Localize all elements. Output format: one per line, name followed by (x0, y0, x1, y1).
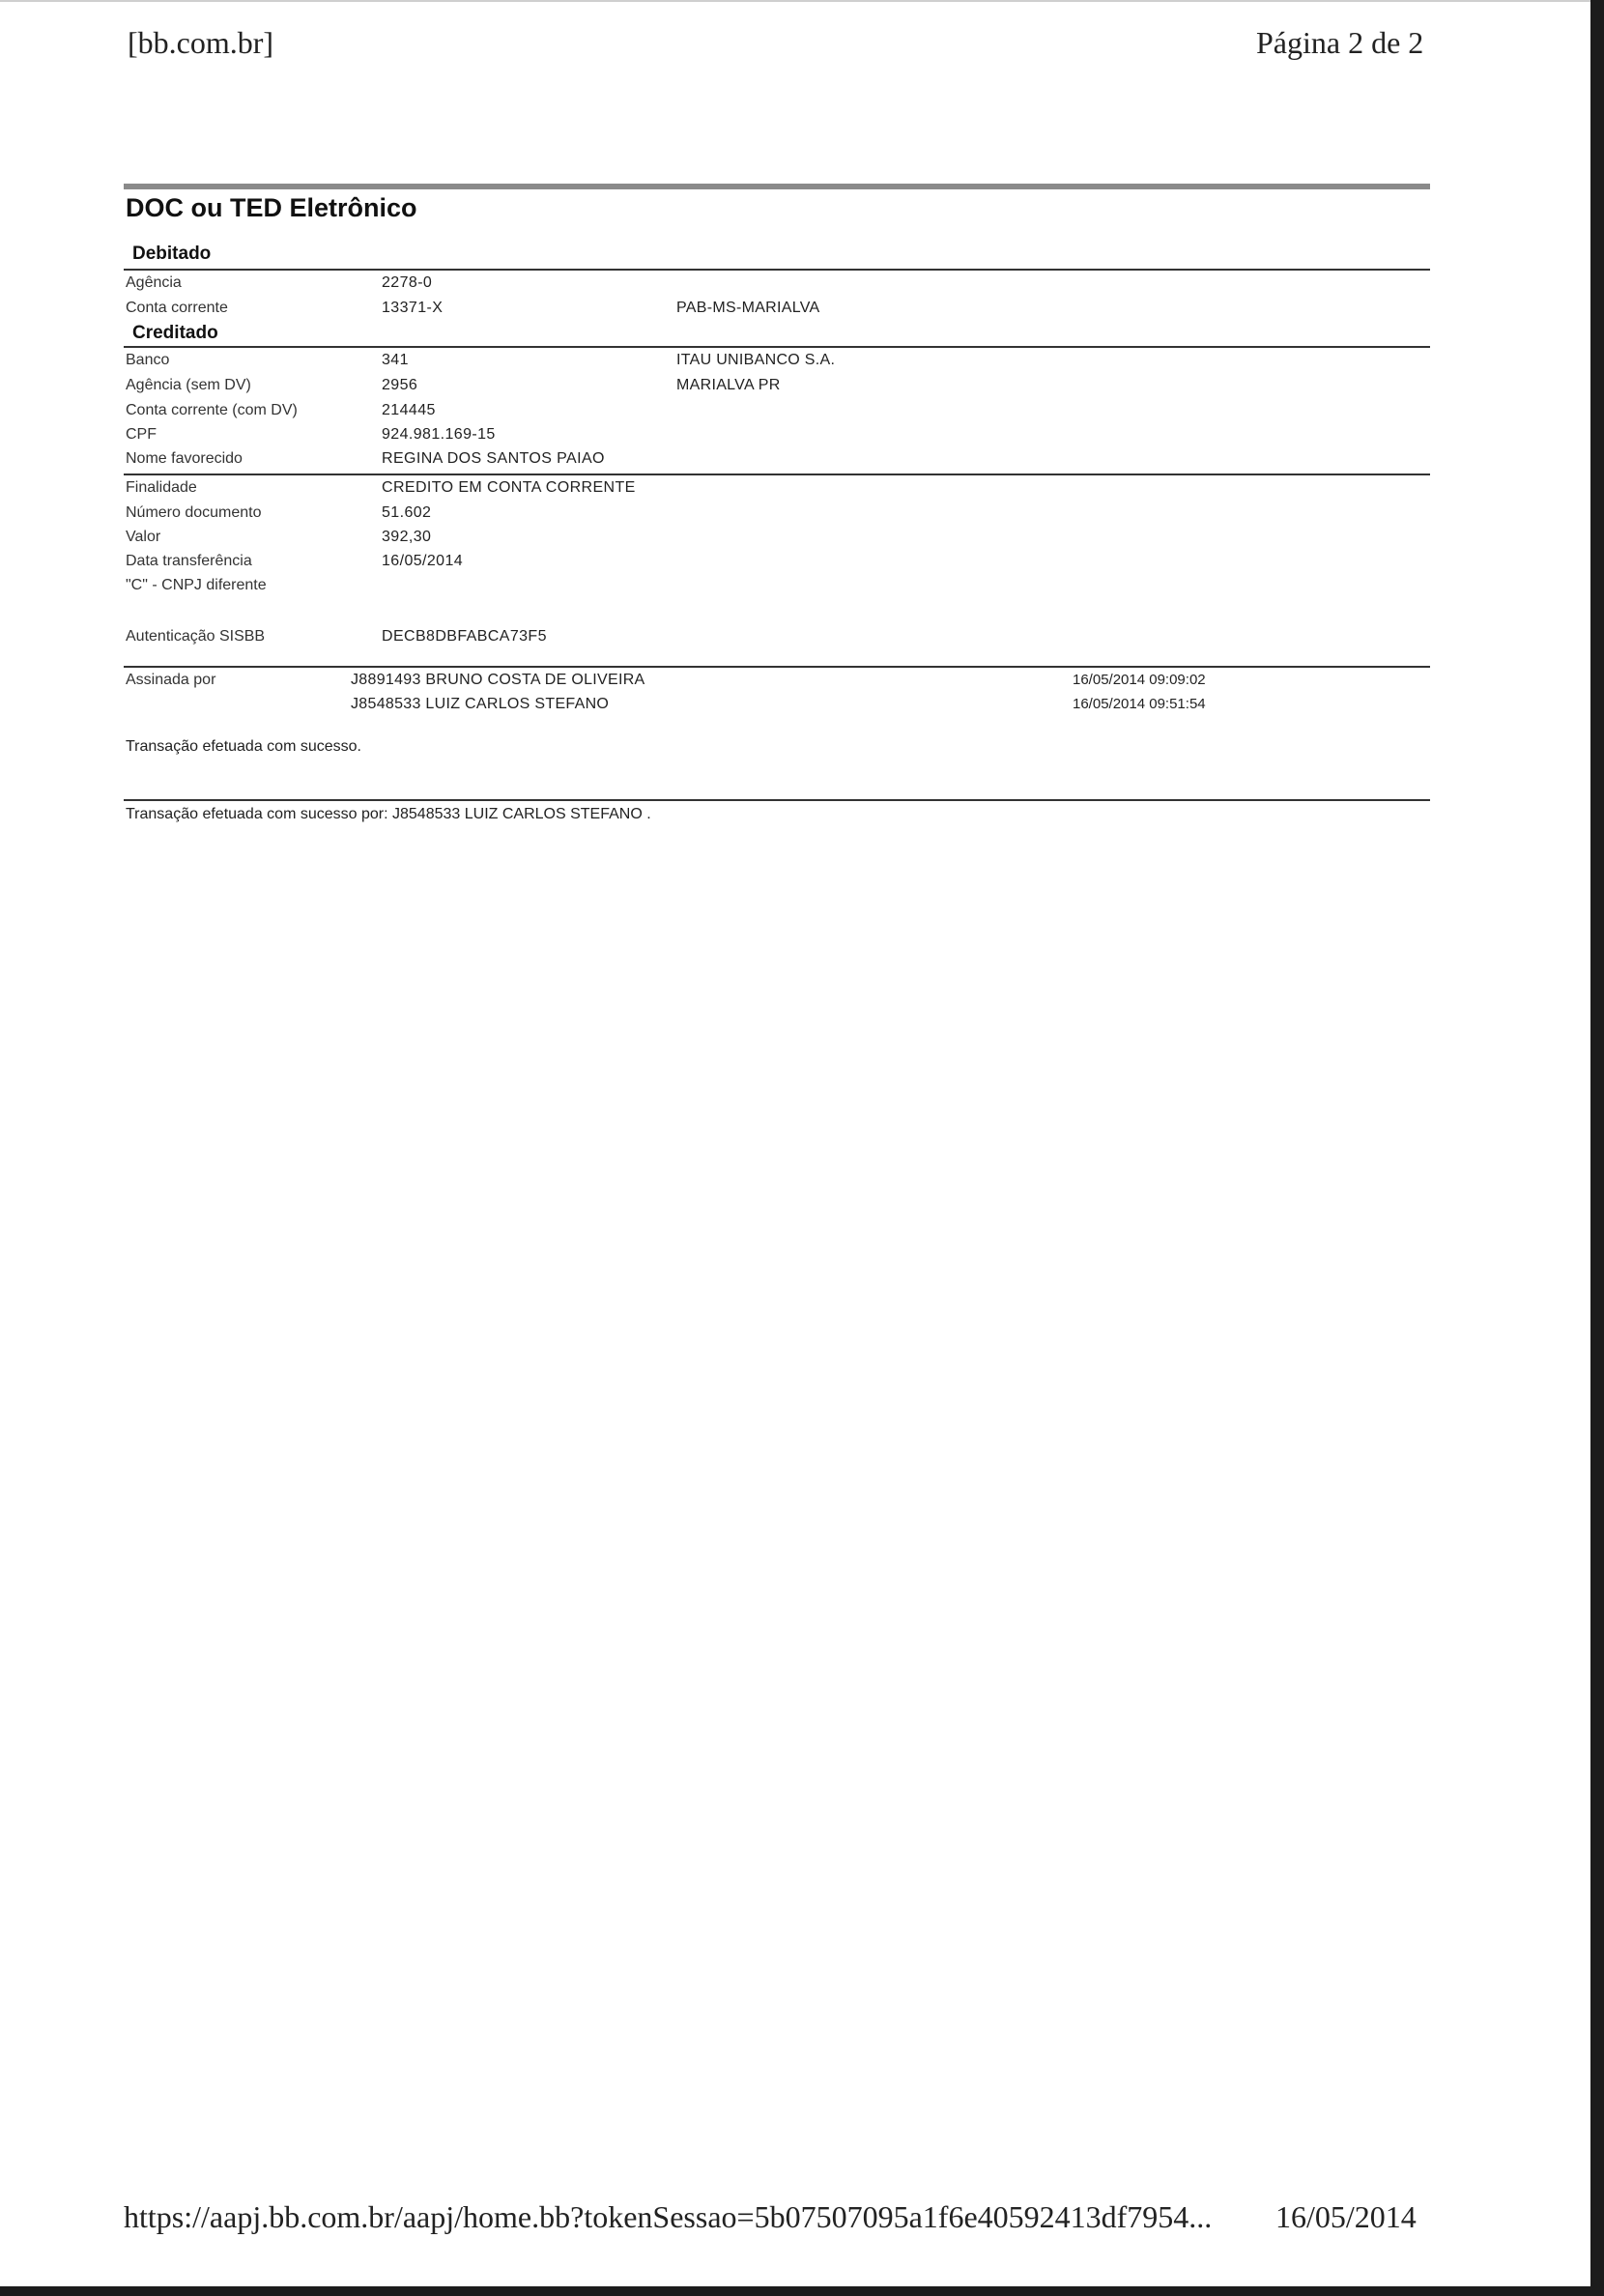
credit-nome-value: REGINA DOS SANTOS PAIAO (382, 450, 605, 467)
divider (124, 799, 1430, 801)
print-header-site: [bb.com.br] (128, 25, 274, 60)
credit-agencia-extra: MARIALVA PR (676, 377, 781, 393)
print-header-page-number: Página 2 de 2 (1256, 25, 1424, 60)
debit-conta-extra: PAB-MS-MARIALVA (676, 300, 820, 316)
credit-agencia-label: Agência (sem DV) (126, 377, 251, 393)
debit-conta-value: 13371-X (382, 300, 444, 316)
section-debitado: Debitado (132, 244, 212, 264)
signer-name: J8548533 LUIZ CARLOS STEFANO (351, 696, 610, 712)
print-footer-url: https://aapj.bb.com.br/aapj/home.bb?tokenSessao=5b07507095a1f6e40592413df7954... (124, 2199, 1213, 2234)
numero-documento-label: Número documento (126, 504, 262, 521)
credit-banco-value: 341 (382, 352, 409, 368)
valor-value: 392,30 (382, 529, 432, 545)
autenticacao-label: Autenticação SISBB (126, 628, 266, 645)
credit-banco-label: Banco (126, 352, 170, 368)
numero-documento-value: 51.602 (382, 504, 432, 521)
autenticacao-value: DECB8DBFABCA73F5 (382, 628, 547, 645)
scan-edge-top (0, 0, 1604, 2)
scan-edge-right (1590, 0, 1604, 2296)
credit-conta-value: 214445 (382, 402, 436, 418)
credit-cpf-value: 924.981.169-15 (382, 426, 496, 443)
print-footer-date: 16/05/2014 (1275, 2199, 1417, 2234)
signer-timestamp: 16/05/2014 09:09:02 (1073, 672, 1206, 688)
section-creditado: Creditado (132, 323, 218, 343)
divider (124, 346, 1430, 348)
data-transferencia-label: Data transferência (126, 553, 252, 569)
finalidade-label: Finalidade (126, 479, 197, 496)
cnpj-diferente-label: "C" - CNPJ diferente (126, 577, 267, 593)
assinada-por-label: Assinada por (126, 672, 216, 688)
credit-cpf-label: CPF (126, 426, 157, 443)
divider (124, 666, 1430, 668)
finalidade-value: CREDITO EM CONTA CORRENTE (382, 479, 636, 496)
credit-nome-label: Nome favorecido (126, 450, 243, 467)
debit-agencia-label: Agência (126, 274, 182, 291)
signer-timestamp: 16/05/2014 09:51:54 (1073, 696, 1206, 712)
divider (124, 269, 1430, 271)
signer-name: J8891493 BRUNO COSTA DE OLIVEIRA (351, 672, 645, 688)
divider (124, 474, 1430, 475)
status-message: Transação efetuada com sucesso. (126, 738, 361, 755)
title-bar (124, 184, 1430, 189)
valor-label: Valor (126, 529, 161, 545)
final-status-message: Transação efetuada com sucesso por: J8548533 LUIZ CARLOS STEFANO . (126, 806, 651, 822)
credit-agencia-value: 2956 (382, 377, 418, 393)
debit-agencia-value: 2278-0 (382, 274, 433, 291)
data-transferencia-value: 16/05/2014 (382, 553, 464, 569)
debit-conta-label: Conta corrente (126, 300, 228, 316)
document-title: DOC ou TED Eletrônico (126, 193, 417, 222)
credit-conta-label: Conta corrente (com DV) (126, 402, 298, 418)
credit-banco-extra: ITAU UNIBANCO S.A. (676, 352, 836, 368)
scan-edge-bottom (0, 2286, 1604, 2296)
